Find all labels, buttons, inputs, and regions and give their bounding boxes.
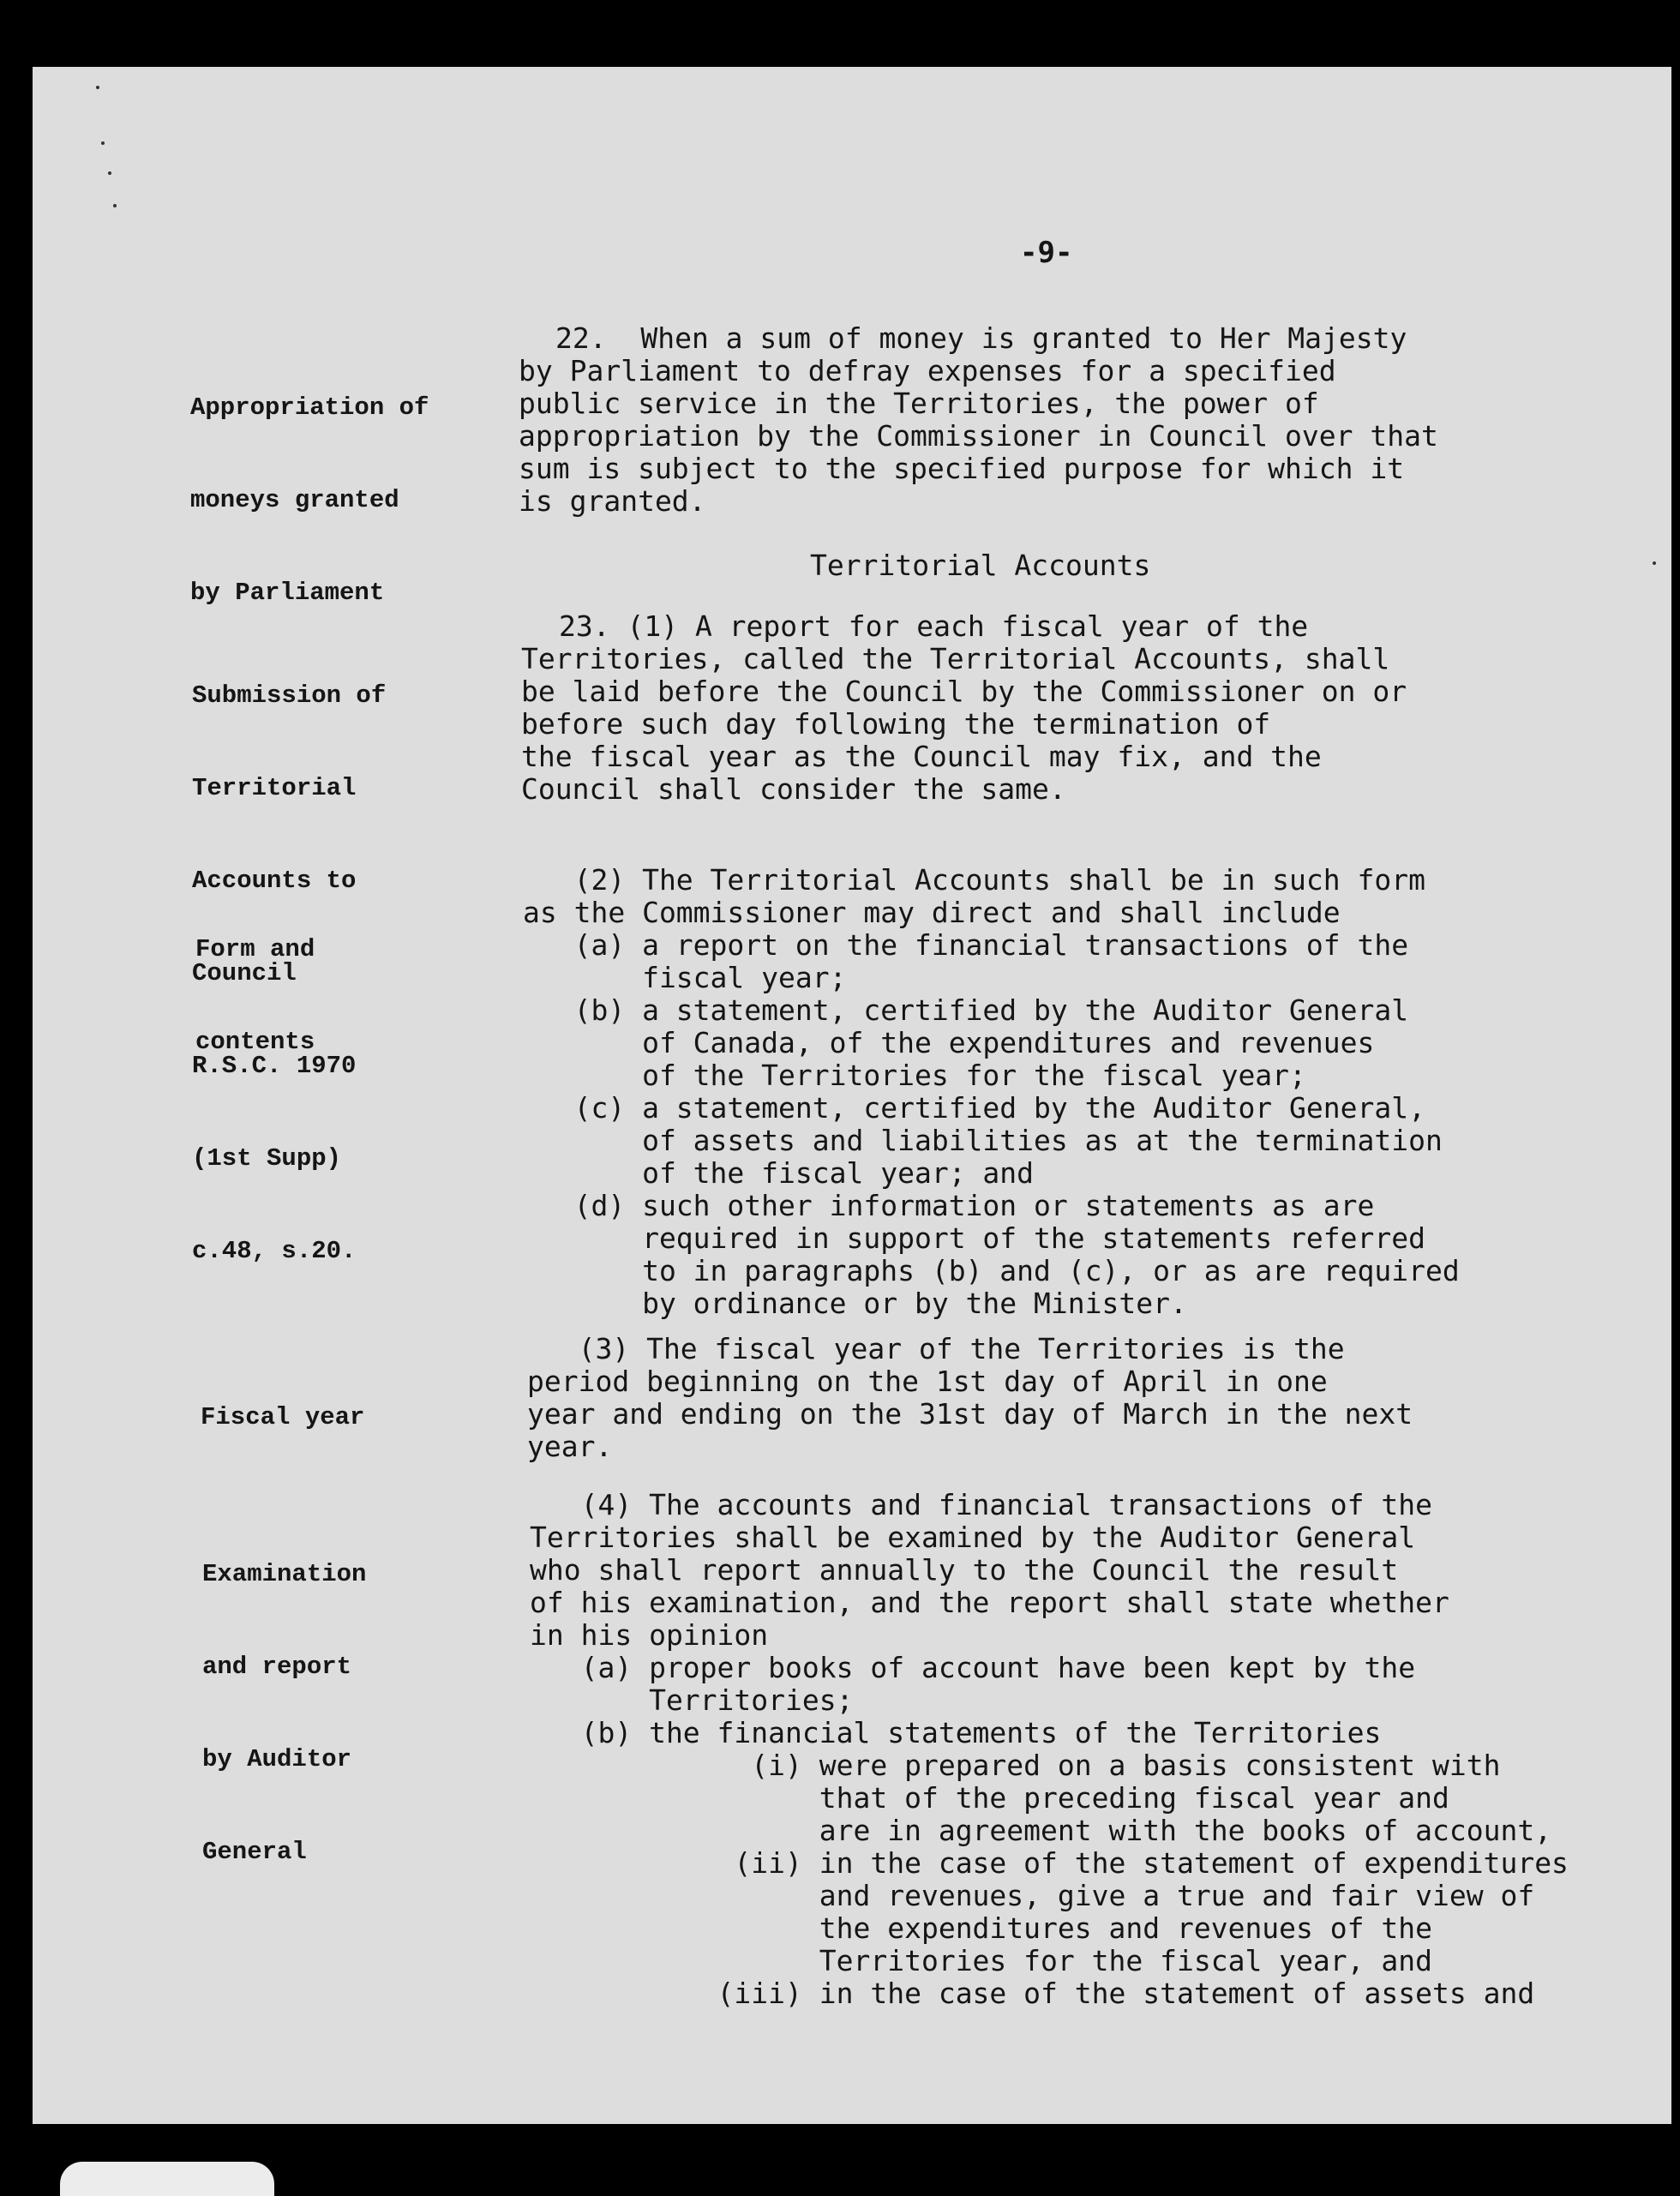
text-line: to in paragraphs (b) and (c), or as are required — [523, 1254, 1460, 1287]
margin-line: c.48, s.20. — [192, 1237, 357, 1265]
text-line: (4) The accounts and financial transactions of the — [530, 1488, 1432, 1521]
text-line: (c) a statement, certified by the Auditor General, — [523, 1091, 1425, 1125]
text-line: (a) proper books of account have been kept by the — [530, 1651, 1416, 1684]
section-heading: Territorial Accounts — [810, 549, 1151, 582]
text-line: fiscal year; — [523, 961, 847, 994]
text-line: required in support of the statements referred — [523, 1221, 1425, 1255]
text-line: year. — [527, 1430, 613, 1463]
margin-line: (1st Supp) — [192, 1144, 342, 1173]
text-line: (2) The Territorial Accounts shall be in such form — [523, 863, 1425, 897]
page-tab — [60, 2162, 274, 2196]
margin-line: Submission of — [192, 681, 387, 710]
margin-line: Accounts to — [192, 867, 357, 895]
text-line: of the Territories for the fiscal year; — [523, 1059, 1306, 1092]
scan-speck — [1653, 561, 1656, 565]
text-line: public service in the Territories, the power of — [519, 387, 1319, 420]
text-line: (iii) in the case of the statement of assets and — [530, 1977, 1535, 2010]
text-line: the fiscal year as the Council may fix, and the — [521, 740, 1322, 773]
page-number: -9- — [1020, 236, 1073, 270]
margin-line: by Parliament — [190, 579, 385, 607]
text-line: 22. When a sum of money is granted to Her Majesty — [555, 321, 1407, 355]
text-line: by ordinance or by the Minister. — [523, 1287, 1187, 1320]
margin-line: R.S.C. 1970 — [192, 1052, 357, 1080]
text-line: year and ending on the 31st day of March in the next — [527, 1397, 1413, 1431]
text-line: (b) the financial statements of the Territories — [530, 1716, 1382, 1749]
text-line: of assets and liabilities as at the termination — [523, 1124, 1443, 1157]
text-line: Territories; — [530, 1683, 854, 1717]
margin-line: Examination — [202, 1560, 367, 1588]
margin-line: by Auditor — [202, 1745, 352, 1773]
text-line: Territories for the fiscal year, and — [530, 1944, 1432, 1977]
margin-note-fiscal-year — [201, 1341, 364, 1464]
margin-line: Appropriation of — [190, 393, 429, 422]
text-line: (3) The fiscal year of the Territories is the — [527, 1332, 1345, 1365]
margin-note-examination — [202, 1497, 366, 1899]
text-line: and revenues, give a true and fair view of — [530, 1879, 1535, 1912]
text-line: is granted. — [519, 484, 706, 518]
text-line: sum is subject to the specified purpose for which it — [519, 452, 1405, 485]
text-line: Council shall consider the same. — [521, 772, 1066, 806]
scan-speck — [113, 204, 117, 207]
text-line: appropriation by the Commissioner in Council over that — [519, 419, 1438, 453]
text-line: before such day following the termination of — [521, 707, 1271, 741]
margin-line: contents — [195, 1028, 315, 1056]
text-line: of the fiscal year; and — [523, 1156, 1035, 1190]
margin-line: General — [202, 1838, 307, 1866]
text-line: of Canada, of the expenditures and revenues — [523, 1026, 1375, 1059]
text-line: of his examination, and the report shall state whether — [530, 1586, 1449, 1619]
margin-note-form — [195, 873, 315, 1089]
margin-line: moneys granted — [190, 486, 399, 514]
margin-line: Council — [192, 959, 297, 987]
text-line: (b) a statement, certified by the Auditor General — [523, 993, 1409, 1027]
text-line: (ii) in the case of the statement of expenditures — [530, 1846, 1569, 1880]
text-line: Territories, called the Territorial Accounts, shall — [521, 642, 1390, 675]
text-line: be laid before the Council by the Commissioner on or — [521, 675, 1407, 708]
text-line: Territories shall be examined by the Auditor General — [530, 1521, 1416, 1554]
text-line: 23. (1) A report for each fiscal year of the — [559, 609, 1309, 643]
text-line: that of the preceding fiscal year and — [530, 1781, 1449, 1815]
scan-speck — [108, 171, 111, 175]
text-line: (i) were prepared on a basis consistent with — [530, 1749, 1501, 1782]
text-line: by Parliament to defray expenses for a specified — [519, 354, 1336, 387]
text-line: in his opinion — [530, 1618, 769, 1652]
text-line: the expenditures and revenues of the — [530, 1911, 1432, 1945]
margin-note-appropriation — [190, 331, 429, 639]
text-line: (a) a report on the financial transactions of the — [523, 928, 1409, 962]
margin-line: Fiscal year — [201, 1403, 365, 1431]
scan-speck — [101, 141, 105, 145]
margin-line: Territorial — [192, 774, 357, 802]
text-line: (d) such other information or statements as are — [523, 1189, 1375, 1222]
margin-line: Form and — [195, 935, 315, 963]
scan-speck — [96, 86, 99, 89]
margin-line: and report — [202, 1653, 352, 1681]
text-line: are in agreement with the books of account, — [530, 1814, 1552, 1847]
text-line: who shall report annually to the Council the result — [530, 1553, 1399, 1587]
text-line: as the Commissioner may direct and shall include — [523, 896, 1341, 929]
text-line: period beginning on the 1st day of April in one — [527, 1365, 1328, 1398]
